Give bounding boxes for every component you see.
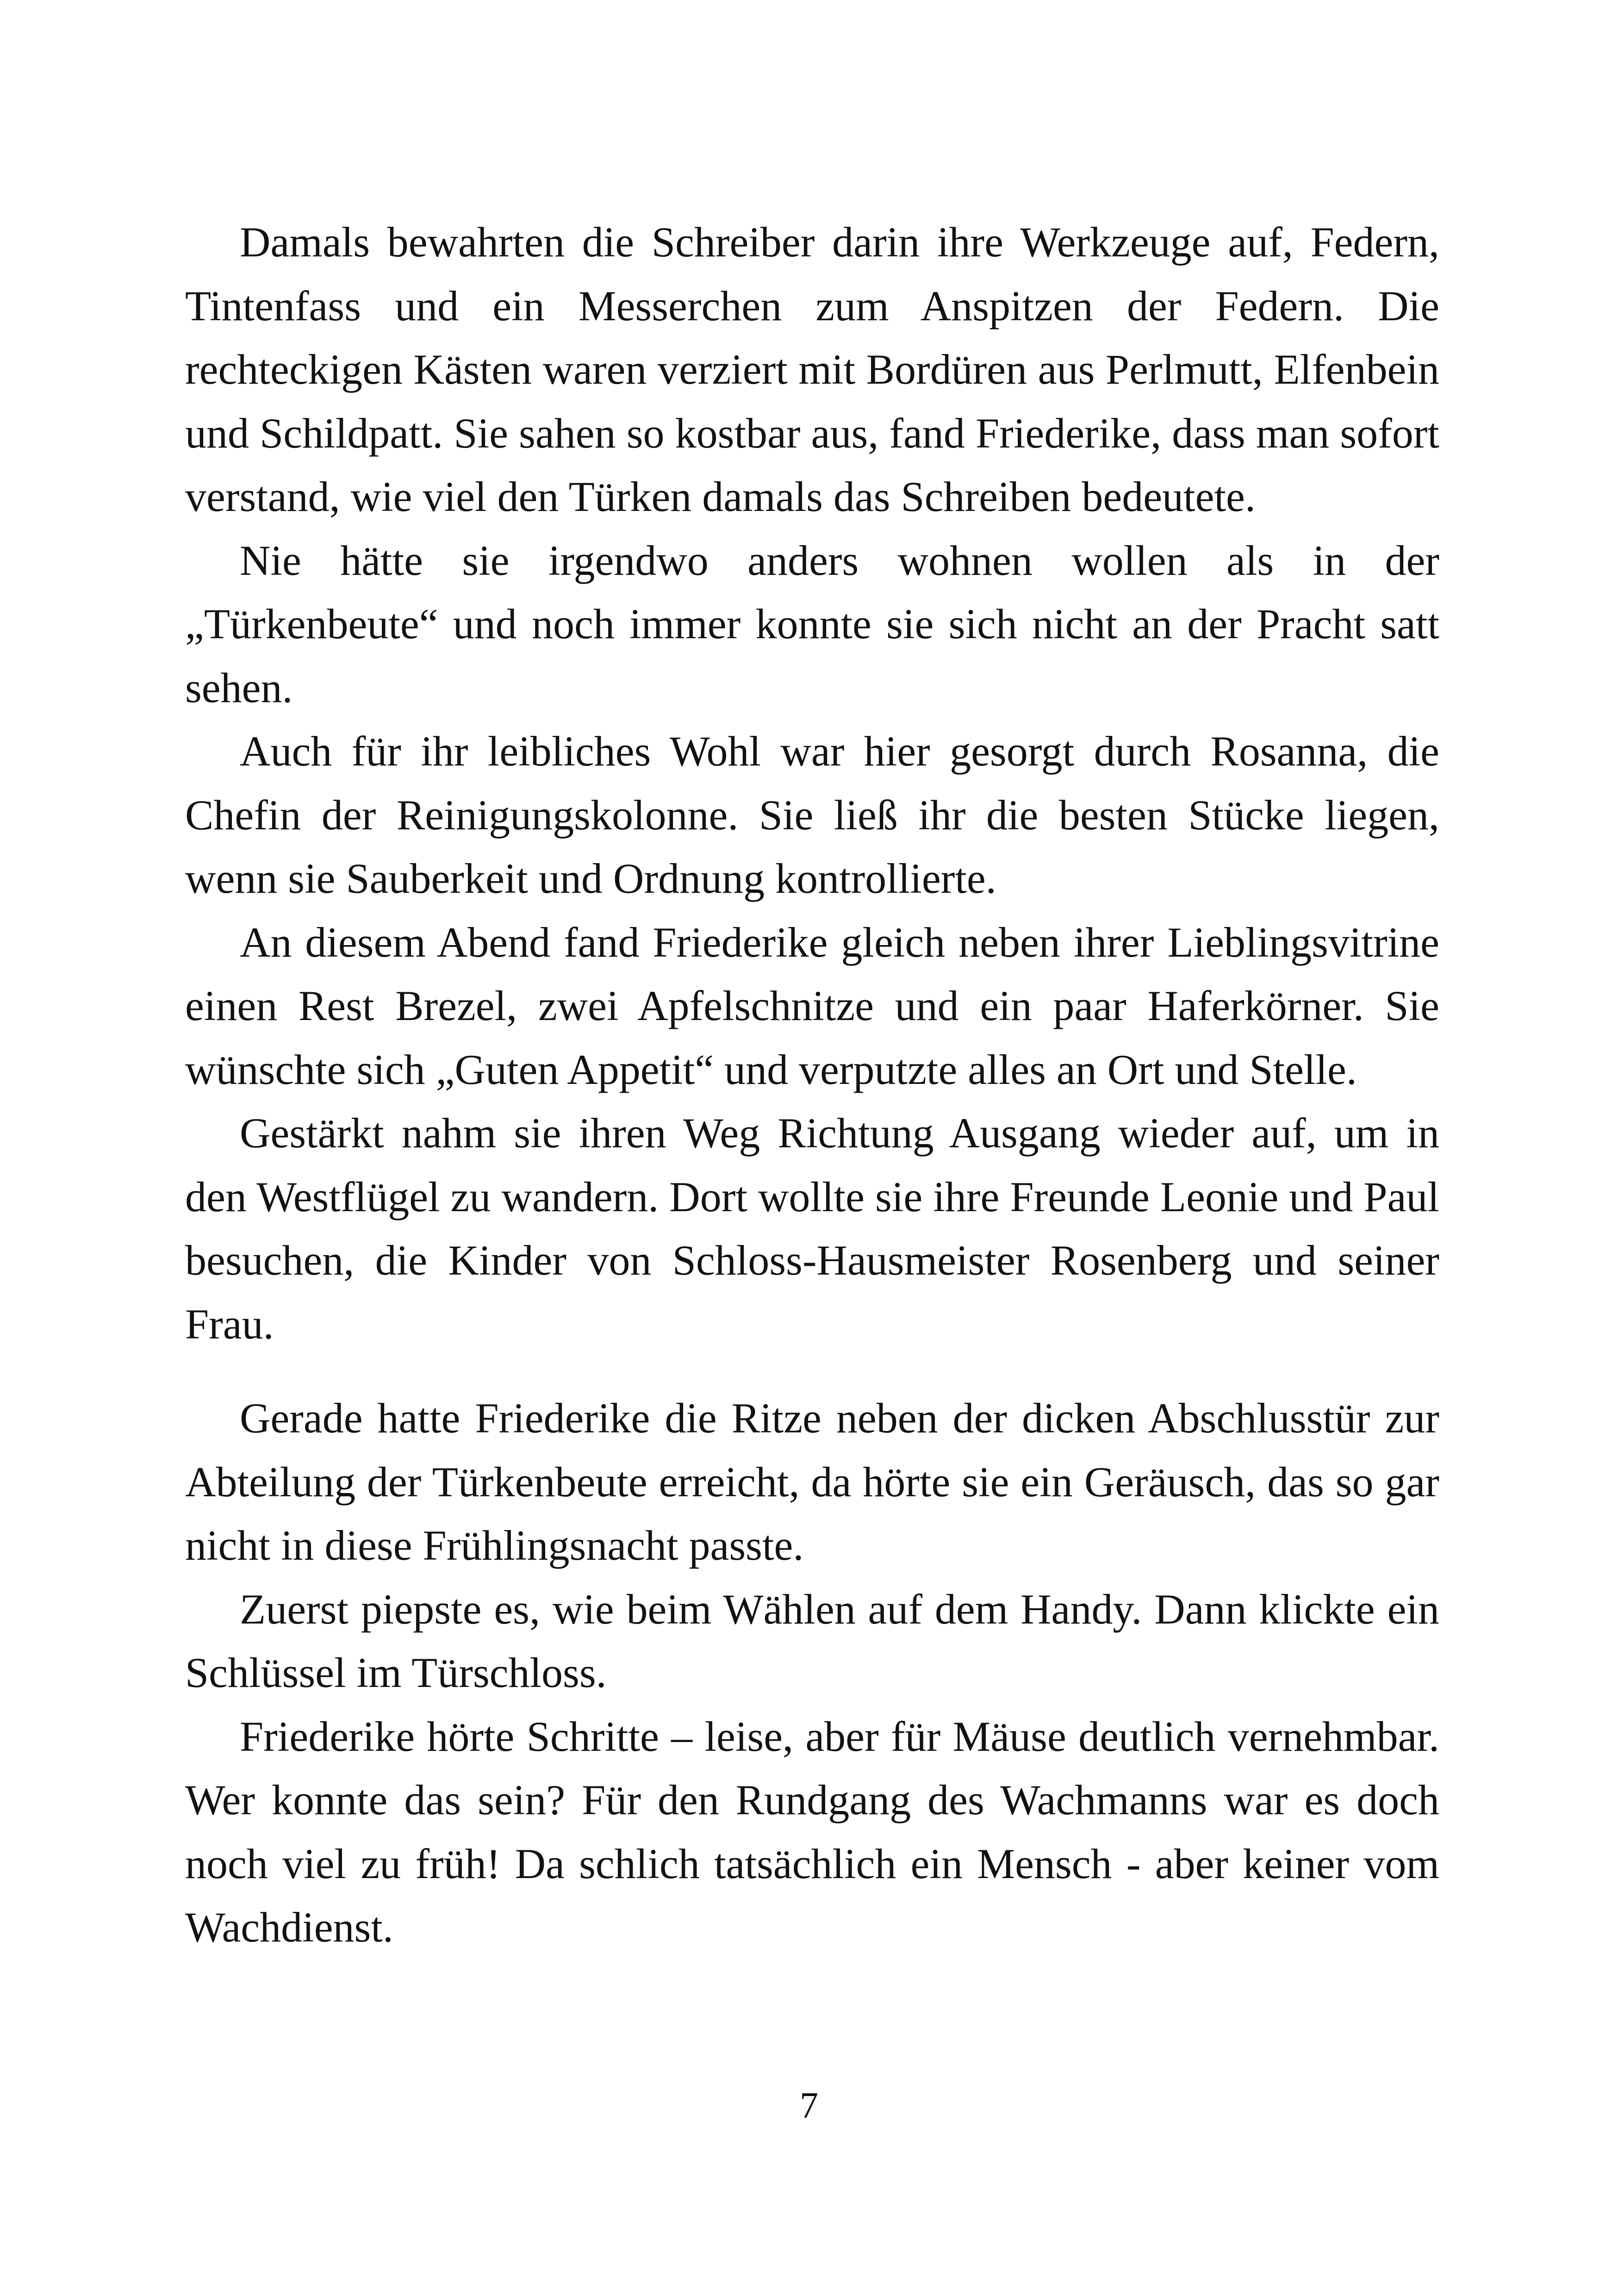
paragraph-4: An diesem Abend fand Friederike gleich neben ihrer Lieblingsvitrine einen Rest Brezel, zwei Apfelschnitze und ein paar Haferkörner. Sie wünschte sich „Guten Appetit“ und verputzte alles an Ort und Stelle. bbox=[185, 918, 1439, 1093]
paragraph-1: Damals bewahrten die Schreiber darin ihre Werkzeuge auf, Federn, Tintenfass und ein Messerchen zum Anspitzen der Federn. Die rechteckigen Kästen waren verziert mit Bordüren aus Perlmutt, Elfenbein und Schildpatt. Sie sahen so kostbar aus, fand Friederike, dass man sofort verstand, wie viel den Türken damals das Schreiben bedeutete. bbox=[185, 218, 1439, 520]
body-text bbox=[185, 211, 1439, 1960]
paragraph-6: Gerade hatte Friederike die Ritze neben der dicken Abschlusstür zur Abteilung der Türkenbeute erreicht, da hörte sie ein Geräusch, das so gar nicht in diese Frühlingsnacht passte. bbox=[185, 1394, 1439, 1569]
paragraph-8: Friederike hörte Schritte – leise, aber für Mäuse deutlich vernehmbar. Wer konnte das sein? Für den Rundgang des Wachmanns war es doch noch viel zu früh! Da schlich tatsächlich ein Mensch - aber keiner vom Wachdienst. bbox=[185, 1712, 1439, 1951]
paragraph-2: Nie hätte sie irgendwo anders wohnen wollen als in der „Türkenbeute“ und noch immer konnte sie sich nicht an der Pracht satt sehen. bbox=[185, 536, 1439, 711]
paragraph-5: Gestärkt nahm sie ihren Weg Richtung Ausgang wieder auf, um in den Westflügel zu wandern. Dort wollte sie ihre Freunde Leonie und Paul besuchen, die Kinder von Schloss-Hausmeister Rosenberg und seiner Frau. bbox=[185, 1109, 1439, 1348]
paragraph-7: Zuerst piepste es, wie beim Wählen auf dem Handy. Dann klickte ein Schlüssel im Türschloss. bbox=[185, 1585, 1439, 1696]
page-number: 7 bbox=[800, 2085, 818, 2126]
paragraph-3: Auch für ihr leibliches Wohl war hier gesorgt durch Rosanna, die Chefin der Reinigungskolonne. Sie ließ ihr die besten Stücke liegen, wenn sie Sauberkeit und Ordnung kontrollierte. bbox=[185, 728, 1439, 902]
